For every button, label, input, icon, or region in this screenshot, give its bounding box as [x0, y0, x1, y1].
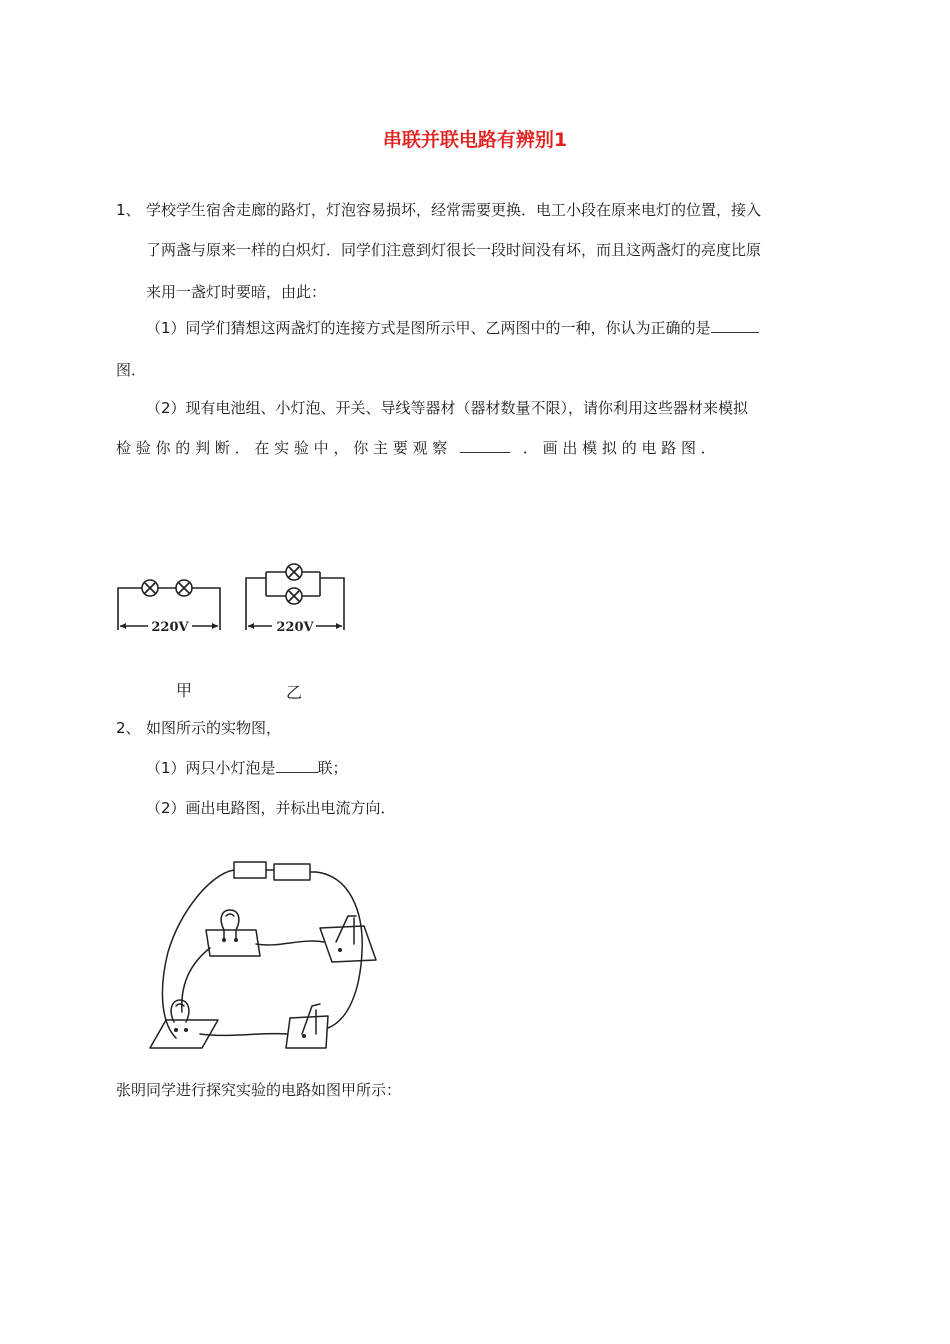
q1-sub2-prefix: 检 验 你 的 判 断 ． 在 实 验 中 ， 你 主 要 观 察 [116, 439, 448, 457]
circuit-diagram-yi [240, 552, 352, 642]
figure-label-yi: 乙 [286, 683, 303, 702]
physical-circuit-figure [140, 852, 390, 1052]
q2-sub1 [146, 758, 348, 778]
q2-sub2: （2）画出电路图，并标出电流方向． [146, 799, 396, 817]
q1-line-1: 学校学生宿舍走廊的路灯，灯泡容易损坏，经常需要更换．电工小段在原来电灯的位置，接入 [146, 201, 762, 219]
voltage-label-yi: 220V [276, 620, 314, 635]
voltage-label-jia: 220V [151, 620, 189, 635]
q1-sub1-prefix: （1）同学们猜想这两盏灯的连接方式是图所示甲、乙两图中的一种，你认为正确的是 [146, 319, 711, 337]
figure-label-jia: 甲 [176, 681, 193, 700]
q1-sub1-suffix: 图． [116, 361, 147, 379]
q3-stem: 张明同学进行探究实验的电路如图甲所示： [116, 1081, 402, 1099]
circuit-diagram-jia [112, 560, 232, 640]
q1-sub1-text [146, 318, 759, 338]
q1-sub2-line-1: （2）现有电池组、小灯泡、开关、导线等器材（器材数量不限），请你利用这些器材来模拟 [146, 399, 749, 417]
q1-sub2-line-2 [116, 438, 716, 458]
page-title: 串联并联电路有辨别1 [382, 129, 568, 151]
q1-number: 1、 [116, 201, 141, 219]
q1-line-3: 来用一盏灯时要暗，由此： [146, 283, 327, 301]
answer-blank-2[interactable] [460, 438, 510, 453]
q2-sub1-suffix: 联； [317, 759, 348, 777]
answer-blank-3[interactable] [276, 758, 318, 773]
q2-sub1-prefix: （1）两只小灯泡是 [146, 759, 276, 777]
q1-sub2-suffix: ． 画 出 模 拟 的 电 路 图 ． [522, 439, 716, 457]
q1-line-2: 了两盏与原来一样的白炽灯．同学们注意到灯很长一段时间没有坏，而且这两盏灯的亮度比原 [146, 241, 762, 259]
q2-number: 2、 [116, 719, 141, 737]
answer-blank-1[interactable] [711, 318, 759, 333]
q2-stem: 如图所示的实物图， [146, 719, 282, 737]
